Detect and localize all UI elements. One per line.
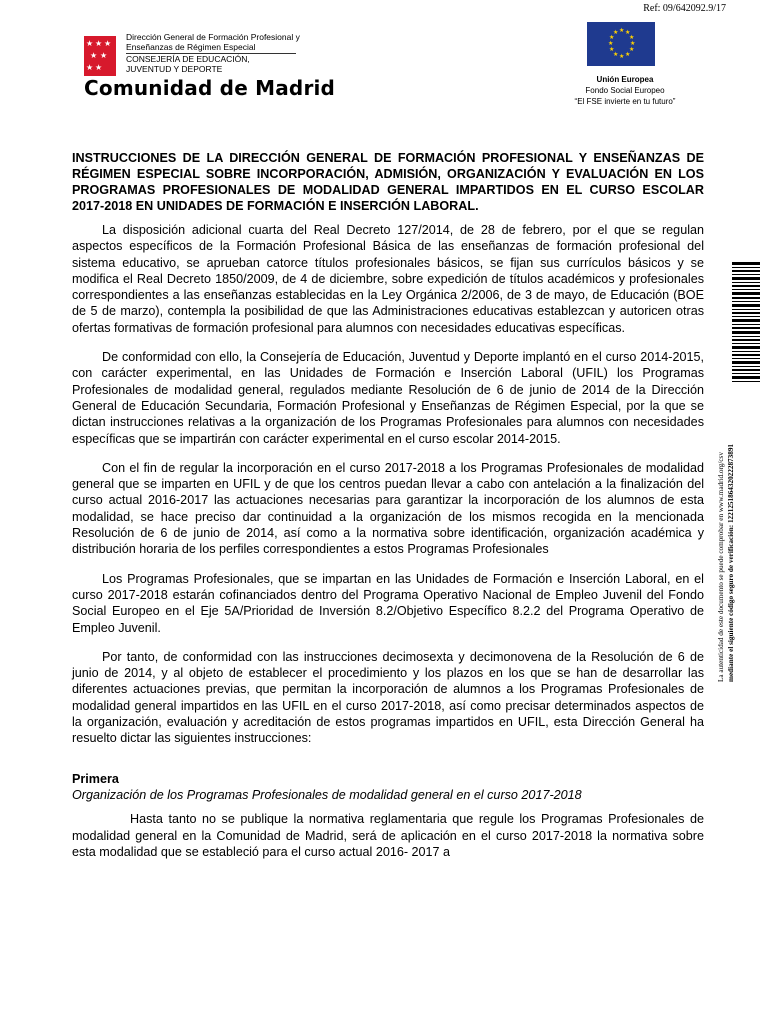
svg-text:★: ★ [609,34,615,41]
madrid-flag-icon: ★ ★ ★ ★ ★ ★ ★ [84,36,116,76]
logo-line-2: Enseñanzas de Régimen Especial [126,41,256,52]
document-title: INSTRUCCIONES DE LA DIRECCIÓN GENERAL DE FORMACIÓN PROFESIONAL Y ENSEÑANZAS DE RÉGIMEN ESPECIAL SOBRE INCORPORACIÓN, ADMISIÓN, ORGANIZACIÓN Y EVALUACIÓN EN LOS PROGRAMAS PROFESIONALES DE MODALIDAD GENERAL IMPARTIDOS EN EL CURSO ESCOLAR 2017-2018 EN UNIDADES DE FORMACIÓN E INSERCIÓN LABORAL. [72,151,704,213]
document-body [72,150,704,873]
svg-text:★: ★ [613,29,619,36]
section-primera [72,771,704,860]
logo-text [126,33,300,74]
paragraph-2: De conformidad con ello, la Consejería de Educación, Juventud y Deporte implantó en el curso 2014-2015, con carácter experimental, en las Unidades de Formación e Inserción Laboral (UFIL) los Programas Profesionales de modalidad general, regulados mediante Resolución de 6 de junio de 2014 de la Dirección General de Educación Secundaria, Formación Profesional y Enseñanzas de Régimen Especial, por la que se dictan instrucciones relativas a la organización de los Programas Profesionales para alumnos con necesidades específicas que se impartirán con carácter experimental en el curso escolar 2014-2015. [72,350,704,446]
svg-text:★: ★ [613,51,619,58]
eu-caption [540,74,710,107]
eu-motto: “El FSE invierte en tu futuro” [574,97,676,106]
paragraph-1: La disposición adicional cuarta del Real Decreto 127/2014, de 28 de febrero, por el que se regulan aspectos específicos de la Formación Profesional Básica de las enseñanzas de formación profesional del sistema educativo, se aprueban catorce títulos profesionales básicos, se fijan sus currículos básicos y se modifica el Real Decreto 1850/2009, de 4 de diciembre, sobre expedición de títulos académicos y profesionales correspondientes a las enseñanzas establecidas en la Ley Orgánica 2/2006, de 3 de mayo, de Educación (BOE de 5 de marzo), contempla la posibilidad de que las Administraciones educativas establezcan y autoricen otras ofertas formativas de formación profesional para alumnos con necesidades educativas específicas. [72,223,704,335]
eu-flag-icon [587,22,655,66]
svg-text:★: ★ [625,51,631,58]
logo-line-4: JUVENTUD Y DEPORTE [126,63,223,74]
paragraph-4: Los Programas Profesionales, que se impartan en las Unidades de Formación e Inserción Laboral, en el curso 2017-2018 estarán cofinanciados dentro del Programa Operativo Nacional de Empleo Juvenil del Fondo Social Europeo en el Eje 5A/Prioridad de Inversión 8.2/Objetivo Específico 8.2.2 del Programa Operativo de Empleo Juvenil. [72,571,704,635]
svg-text:★: ★ [625,29,631,36]
svg-text:★: ★ [629,46,635,53]
section-heading: Primera [72,771,119,786]
svg-text:★: ★ [608,40,614,47]
paragraph-5: Por tanto, de conformidad con las instrucciones decimosexta y decimonovena de la Resolución de 6 de junio de 2014, y al objeto de establecer el procedimiento y los plazos en los que se han de desarrollar las diferentes actuaciones previas, que permitan la incorporación de alumnos a los Programas Profesionales de modalidad general impartidos en las UFIL en el curso 2017-2018, así como precisar determinados aspectos de la organización, evaluación y acreditación de estos programas impartidos en UFIL, esta Dirección General ha resuelto dictar las siguientes instrucciones: [72,649,704,746]
verification-text [700,382,770,682]
section-paragraph: Hasta tanto no se publique la normativa reglamentaria que regule los Programas Profesionales de modalidad general en la Comunidad de Madrid, será de aplicación en el curso 2017-2018 la normativa sobre esta modalidad que se estableció para el curso actual 2016- 2017 a [72,812,704,859]
svg-text:★: ★ [630,40,636,47]
logo-line-3: CONSEJERÍA DE EDUCACIÓN, [126,54,250,64]
section-subheading: Organización de los Programas Profesionales de modalidad general en el curso 2017-2018 [72,787,582,802]
barcode-icon [732,262,760,382]
verification-line-1: La autenticidad de este documento se puede comprobar en www.madrid.org/csv [717,452,725,682]
comunidad-de-madrid-logo: Comunidad de Madrid [84,76,336,100]
svg-text:★: ★ [619,27,625,34]
logo-divider [126,53,296,54]
verification-line-2: mediante el siguiente código seguro de verificación: 1221251864320222873891 [727,443,735,682]
svg-text:★: ★ [629,34,635,41]
logo-line-1: Dirección General de Formación Profesional y [126,32,300,42]
eu-title: Unión Europea [596,75,654,84]
eu-fund: Fondo Social Europeo [585,86,665,95]
paragraph-3: Con el fin de regular la incorporación en el curso 2017-2018 a los Programas Profesionales de modalidad general que se imparten en UFIL y de que los centros puedan llevar a cabo con antelación a la finalización del curso actual 2016-2017 las actuaciones necesarias para garantizar la incorporación de los alumnos de esta modalidad, se hace preciso dar continuidad a la organización de los mismos recogida en la mencionada Resolución de 6 de junio de 2014, así como a la normativa sobre identificación, organización académica y distribución horaria de los perfiles correspondientes a estos Programas Profesionales [72,460,704,557]
reference-number: Ref: 09/642092.9/17 [643,3,726,14]
svg-text:★: ★ [619,53,625,60]
svg-text:★: ★ [609,46,615,53]
